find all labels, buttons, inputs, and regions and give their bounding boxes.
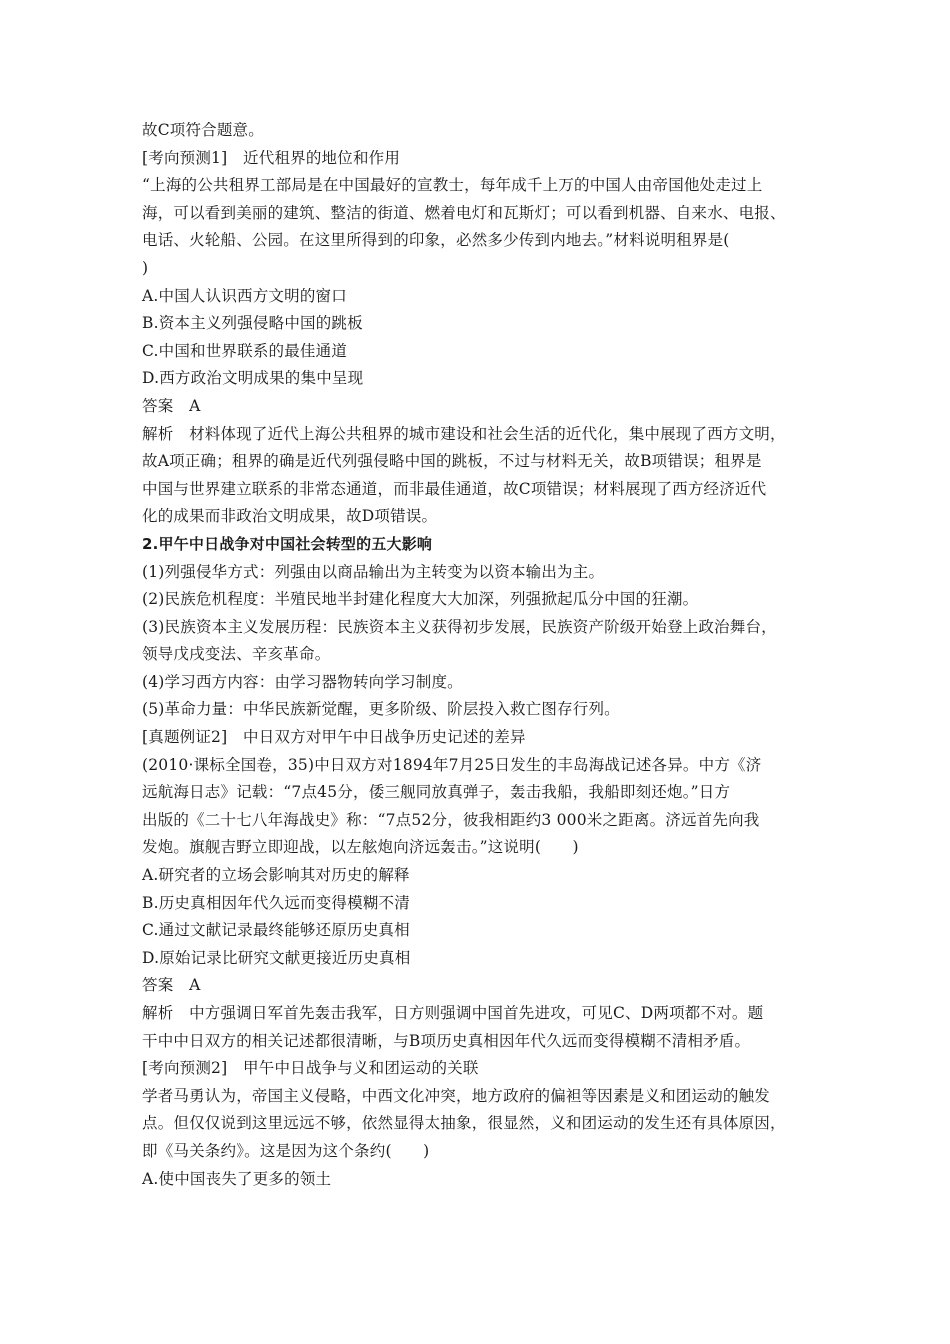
text-line: 干中中日双方的相关记述都很清晰，与B项历史真相因年代久远而变得模糊不清相矛盾。 [142, 1031, 751, 1050]
text-line: “上海的公共租界工部局是在中国最好的宣教士，每年成千上万的中国人由帝国他处走过上 [142, 176, 763, 195]
option-c: C.通过文献记录最终能够还原历史真相 [142, 921, 410, 940]
analysis-line: 解析 材料体现了近代上海公共租界的城市建设和社会生活的近代化，集中展现了西方文明， [142, 424, 786, 443]
list-item: (2)民族危机程度：半殖民地半封建化程度大大加深，列强掀起瓜分中国的狂潮。 [142, 590, 699, 609]
section-heading: [考向预测1] 近代租界的地位和作用 [142, 148, 401, 167]
list-item: (1)列强侵华方式：列强由以商品输出为主转变为以资本输出为主。 [142, 562, 605, 581]
text-line: 电话、火轮船、公园。在这里所得到的印象，必然多少传到内地去。”材料说明租界是( [142, 231, 730, 250]
option-d: D.原始记录比研究文献更接近历史真相 [142, 948, 411, 967]
text-line: 发炮。旗舰吉野立即迎战，以左舷炮向济远轰击。”这说明( ) [142, 838, 579, 857]
option-c: C.中国和世界联系的最佳通道 [142, 341, 348, 360]
text-line: 故C项符合题意。 [142, 121, 264, 139]
text-line: 化的成果而非政治文明成果，故D项错误。 [142, 507, 438, 526]
text-line: (2010·课标全国卷，35)中日双方对1894年7月25日发生的丰岛海战记述各异。中方《济 [142, 755, 762, 774]
analysis-line: 解析 中方强调日军首先轰击我军，日方则强调中国首先进攻，可见C、D两项都不对。题 [142, 1004, 764, 1022]
list-item: (5)革命力量：中华民族新觉醒，更多阶级、阶层投入救亡图存行列。 [142, 700, 620, 719]
text-line: 海，可以看到美丽的建筑、整洁的街道、燃着电灯和瓦斯灯；可以看到机器、自来水、电报、 [142, 203, 786, 222]
section-heading: [考向预测2] 甲午中日战争与义和团运动的关联 [142, 1059, 479, 1078]
text-line: 出版的《二十七八年海战史》称：“7点52分，彼我相距约3 000米之距离。济远首先向我 [142, 810, 760, 829]
text-line: 即《马关条约》。这是因为这个条约( ) [142, 1141, 430, 1160]
answer-line: 答案 A [142, 976, 201, 995]
section-heading: [真题例证2] 中日双方对甲午中日战争历史记述的差异 [142, 728, 526, 747]
option-b: B.资本主义列强侵略中国的跳板 [142, 314, 363, 333]
list-item: (3)民族资本主义发展历程：民族资本主义获得初步发展，民族资产阶级开始登上政治舞台， [142, 617, 777, 636]
text-line: 领导戊戌变法、辛亥革命。 [142, 645, 331, 664]
text-line: 远航海日志》记载：“7点45分，倭三舰同放真弹子，轰击我船，我船即刻还炮。”日方 [142, 783, 731, 802]
answer-line: 答案 A [142, 396, 201, 415]
list-item: (4)学习西方内容：由学习器物转向学习制度。 [142, 672, 463, 691]
option-b: B.历史真相因年代久远而变得模糊不清 [142, 893, 410, 912]
document-page [142, 117, 822, 1193]
option-a: A.使中国丧失了更多的领土 [142, 1169, 332, 1188]
text-line: 中国与世界建立联系的非常态通道，而非最佳通道，故C项错误；材料展现了西方经济近代 [142, 479, 767, 498]
option-a: A.研究者的立场会影响其对历史的解释 [142, 866, 410, 885]
text-line: 点。但仅仅说到这里远远不够，依然显得太抽象，很显然，义和团运动的发生还有具体原因， [142, 1114, 786, 1133]
text-line: 故A项正确；租界的确是近代列强侵略中国的跳板，不过与材料无关，故B项错误；租界是 [142, 452, 762, 471]
bold-heading: 2.甲午中日战争对中国社会转型的五大影响 [142, 534, 433, 553]
text-line: ) [142, 258, 149, 277]
option-a: A.中国人认识西方文明的窗口 [142, 286, 347, 305]
option-d: D.西方政治文明成果的集中呈现 [142, 369, 364, 388]
text-line: 学者马勇认为，帝国主义侵略，中西文化冲突，地方政府的偏袒等因素是义和团运动的触发 [142, 1086, 771, 1105]
